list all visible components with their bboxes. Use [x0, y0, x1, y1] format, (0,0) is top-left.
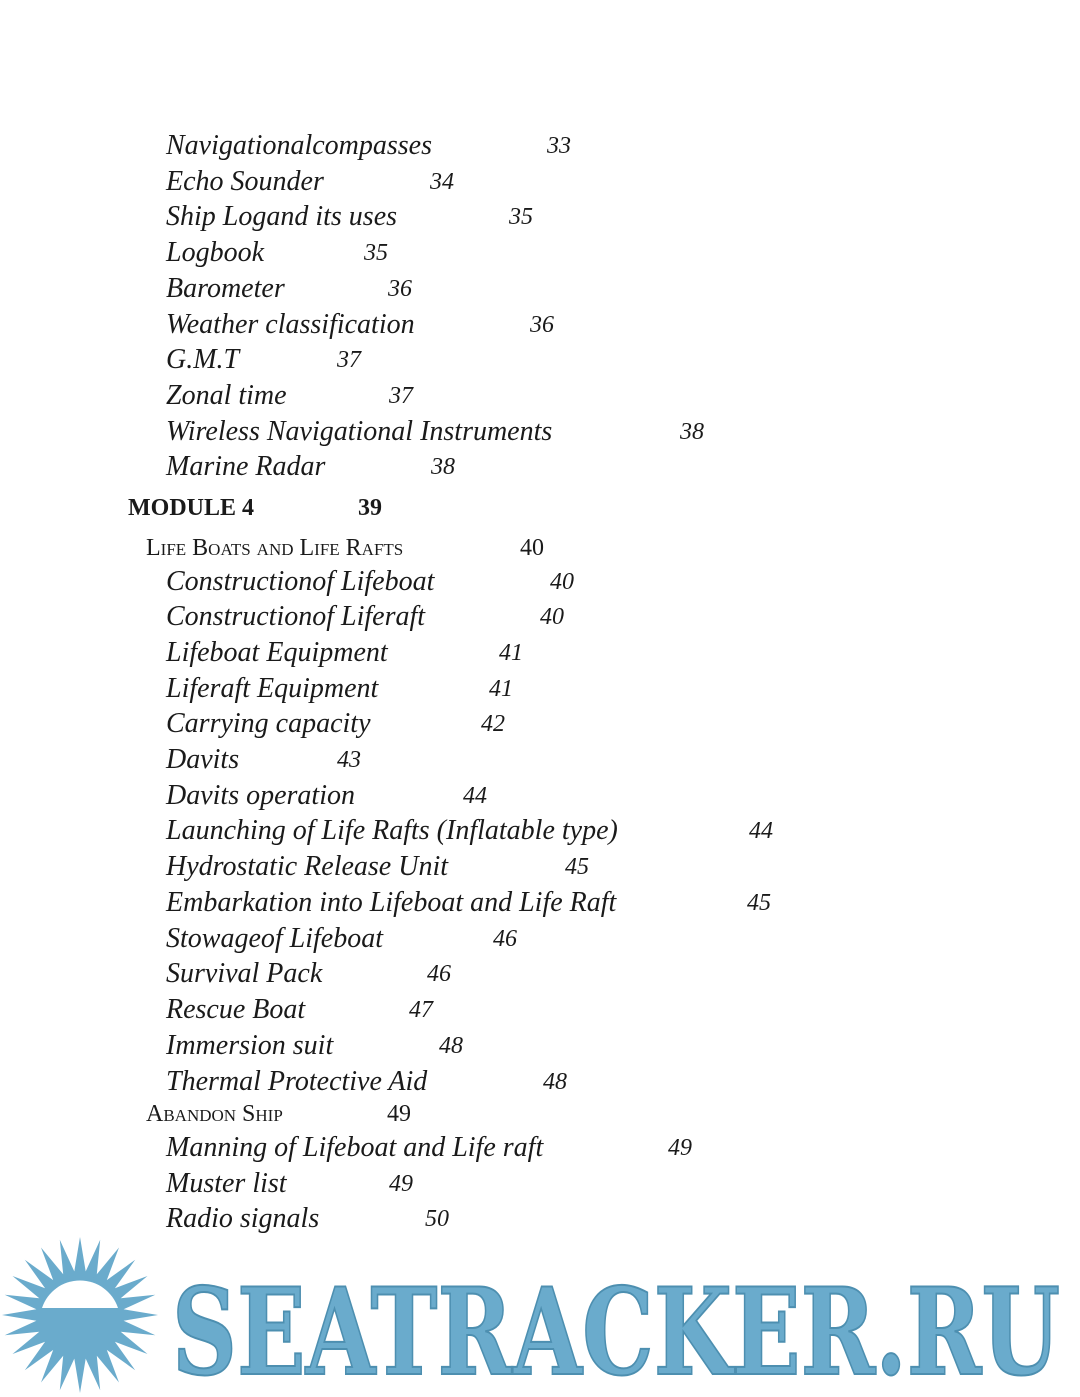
toc-entry-construction-lifeboat[interactable]	[166, 566, 574, 597]
toc-entry-page: 35	[364, 240, 388, 266]
section-title: Life Boats and Life Rafts	[146, 535, 404, 561]
toc-entry-page: 42	[481, 711, 505, 737]
toc-entry-page: 48	[543, 1069, 567, 1095]
toc-entry-page: 38	[680, 419, 704, 445]
toc-entry-page: 47	[409, 997, 433, 1023]
toc-entry-page: 45	[565, 854, 589, 880]
toc-entry-title: Ship Logand its uses	[166, 201, 398, 232]
module-heading[interactable]	[128, 495, 382, 521]
toc-entry-davits[interactable]	[166, 744, 361, 775]
section-page: 49	[387, 1101, 411, 1127]
toc-entry-immersion-suit[interactable]	[166, 1030, 463, 1061]
toc-entry-thermal-protective-aid[interactable]	[166, 1066, 567, 1097]
toc-entry-title: Weather classification	[166, 309, 415, 340]
toc-entry-title: Rescue Boat	[166, 994, 306, 1025]
toc-entry-carrying-capacity[interactable]	[166, 708, 505, 739]
toc-entry-title: Embarkation into Lifeboat and Life Raft	[166, 887, 617, 918]
toc-entry-title: Survival Pack	[166, 958, 323, 989]
toc-entry-page: 46	[493, 926, 517, 952]
toc-entry-barometer[interactable]	[166, 273, 412, 304]
module-page: 39	[358, 495, 382, 521]
toc-entry-page: 50	[425, 1206, 449, 1232]
section-heading-life-boats[interactable]	[146, 535, 544, 561]
toc-entry-title: Barometer	[166, 273, 285, 304]
toc-entry-logbook[interactable]	[166, 237, 388, 268]
toc-entry-page: 44	[749, 818, 773, 844]
toc-entry-rescue-boat[interactable]	[166, 994, 433, 1025]
toc-entry-title: Wireless Navigational Instruments	[166, 416, 553, 447]
toc-entry-echo-sounder[interactable]	[166, 166, 454, 197]
toc-entry-title: Stowageof Lifeboat	[166, 923, 383, 954]
toc-entry-page: 35	[509, 204, 533, 230]
toc-entry-title: Marine Radar	[166, 451, 326, 482]
toc-entry-survival-pack[interactable]	[166, 958, 451, 989]
toc-entry-construction-liferaft[interactable]	[166, 601, 564, 632]
toc-entry-title: Lifeboat Equipment	[166, 637, 388, 668]
toc-entry-title: Launching of Life Rafts (Inflatable type)	[166, 815, 618, 846]
toc-entry-page: 46	[427, 961, 451, 987]
toc-entry-lifeboat-equipment[interactable]	[166, 637, 523, 668]
toc-entry-title: Constructionof Liferaft	[166, 601, 426, 632]
toc-entry-page: 43	[337, 747, 361, 773]
toc-entry-title: Muster list	[166, 1168, 287, 1199]
toc-entry-title: Liferaft Equipment	[166, 673, 379, 704]
toc-entry-embarkation[interactable]	[166, 887, 771, 918]
watermark-text: SEATRACKER.RU	[172, 1262, 1060, 1397]
toc-entry-page: 38	[431, 454, 455, 480]
toc-entry-zonal-time[interactable]	[166, 380, 413, 411]
toc-entry-launching-life-rafts[interactable]	[166, 815, 773, 846]
toc-entry-title: G.M.T	[166, 344, 240, 375]
toc-entry-title: Logbook	[166, 237, 264, 268]
toc-entry-marine-radar[interactable]	[166, 451, 455, 482]
section-heading-abandon-ship[interactable]	[146, 1101, 411, 1127]
toc-entry-page: 49	[389, 1171, 413, 1197]
toc-entry-title: Navigationalcompasses	[166, 130, 432, 161]
toc-entry-page: 40	[540, 604, 564, 630]
toc-entry-davits-operation[interactable]	[166, 780, 487, 811]
toc-entry-title: Echo Sounder	[166, 166, 324, 197]
toc-entry-title: Davits operation	[166, 780, 355, 811]
toc-entry-page: 49	[668, 1135, 692, 1161]
toc-entry-title: Manning of Lifeboat and Life raft	[166, 1132, 544, 1163]
toc-entry-muster-list[interactable]	[166, 1168, 413, 1199]
toc-entry-title: Davits	[166, 744, 240, 775]
toc-entry-page: 33	[547, 133, 571, 159]
toc-entry-page: 41	[499, 640, 523, 666]
toc-entry-wireless-nav[interactable]	[166, 416, 704, 447]
sun-icon	[2, 1237, 158, 1393]
toc-entry-gmt[interactable]	[166, 344, 361, 375]
seatracker-watermark-logo	[0, 1236, 1080, 1397]
toc-entry-liferaft-equipment[interactable]	[166, 673, 513, 704]
section-page: 40	[520, 535, 544, 561]
toc-entry-title: Thermal Protective Aid	[166, 1066, 428, 1097]
toc-entry-stowage-lifeboat[interactable]	[166, 923, 517, 954]
toc-entry-page: 34	[430, 169, 454, 195]
toc-entry-page: 36	[388, 276, 412, 302]
toc-entry-hydrostatic-release[interactable]	[166, 851, 589, 882]
toc-entry-page: 37	[337, 347, 361, 373]
toc-entry-title: Hydrostatic Release Unit	[166, 851, 449, 882]
toc-entry-page: 36	[530, 312, 554, 338]
toc-entry-title: Zonal time	[166, 380, 287, 411]
toc-entry-title: Radio signals	[166, 1203, 320, 1234]
toc-entry-radio-signals[interactable]	[166, 1203, 449, 1234]
module-title: MODULE 4	[128, 495, 254, 521]
toc-entry-manning-lifeboat[interactable]	[166, 1132, 692, 1163]
toc-entry-page: 45	[747, 890, 771, 916]
toc-entry-page: 44	[463, 783, 487, 809]
toc-entry-page: 40	[550, 569, 574, 595]
toc-entry-page: 41	[489, 676, 513, 702]
toc-entry-weather-classification[interactable]	[166, 309, 554, 340]
toc-entry-title: Immersion suit	[166, 1030, 334, 1061]
toc-entry-page: 48	[439, 1033, 463, 1059]
toc-entry-page: 37	[389, 383, 413, 409]
toc-entry-title: Constructionof Lifeboat	[166, 566, 435, 597]
toc-entry-ship-log[interactable]	[166, 201, 533, 232]
section-title: Abandon Ship	[146, 1101, 283, 1127]
toc-entry-navigational-compasses[interactable]	[166, 130, 571, 161]
toc-entry-title: Carrying capacity	[166, 708, 371, 739]
